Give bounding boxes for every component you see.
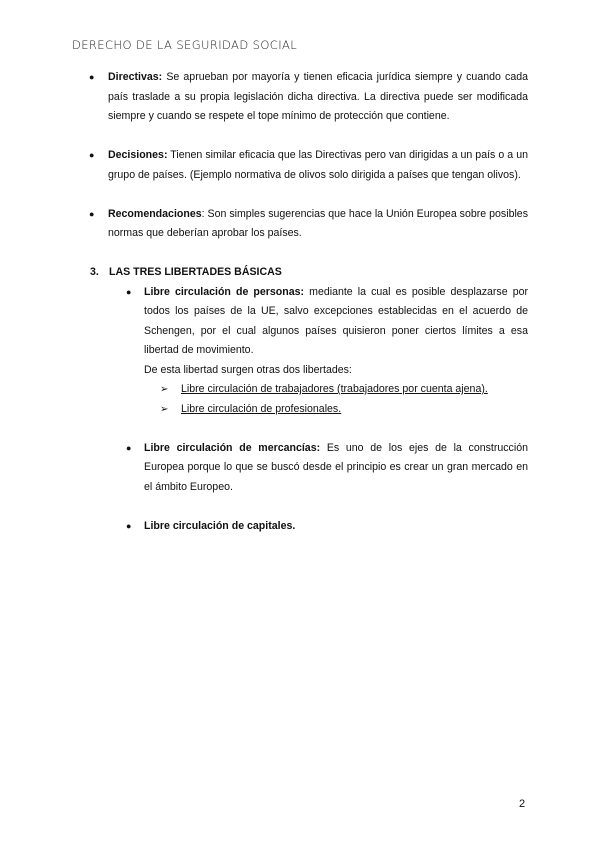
bullet-icon: ● bbox=[89, 150, 95, 160]
list-item-recomendaciones bbox=[72, 205, 528, 244]
bullet-icon: ● bbox=[126, 442, 132, 453]
arrow-right-icon: ➢ bbox=[160, 384, 169, 395]
list-item-personas bbox=[124, 283, 528, 361]
libertades-list bbox=[72, 283, 528, 537]
term-label: Libre circulación de mercancías: bbox=[144, 441, 321, 454]
term-label: Directivas: bbox=[108, 71, 163, 83]
document-header: DERECHO DE LA SEGURIDAD SOCIAL bbox=[72, 38, 298, 52]
bullet-icon: ● bbox=[126, 286, 132, 297]
term-description: : Son simples sugerencias que hace la Unión Europea sobre posibles normas que deberían aprobar los países. bbox=[108, 207, 528, 239]
section-number: 3. bbox=[90, 266, 99, 278]
term-label: Libre circulación de personas: bbox=[144, 285, 305, 298]
list-item-decisiones bbox=[72, 146, 528, 185]
document-body bbox=[72, 68, 528, 536]
list-item-mercancias bbox=[124, 439, 528, 498]
arrow-right-icon: ➢ bbox=[160, 403, 169, 415]
list-item-directivas bbox=[72, 68, 528, 127]
page-number: 2 bbox=[519, 798, 526, 810]
term-label: Libre circulación de capitales. bbox=[144, 519, 296, 532]
bullet-icon: ● bbox=[126, 520, 132, 531]
link-text[interactable]: Libre circulación de profesionales. bbox=[181, 402, 342, 415]
term-description: Es uno de los ejes de la construcción Europea porque lo que se buscó desde el principio es crear un gran mercado en el ámbito Europeo. bbox=[144, 441, 528, 493]
term-description: Se aprueban por mayoría y tienen eficacia jurídica siempre y cuando cada país traslade a su propia legislación dicha directiva. La directiva puede ser modificada siempre y cuando se respete el tope mínimo de protección que contiene. bbox=[108, 71, 528, 122]
section-heading bbox=[72, 263, 528, 283]
bullet-icon: ● bbox=[89, 72, 95, 82]
term-label: Recomendaciones bbox=[108, 207, 202, 220]
link-item-trabajadores[interactable] bbox=[124, 380, 528, 400]
list-item-capitales bbox=[124, 517, 528, 537]
term-label: Decisiones: bbox=[108, 149, 168, 161]
term-description: Tienen similar eficacia que las Directivas pero van dirigidas a un país o a un grupo de países. (Ejemplo normativa de olivos solo dirigida a países que tengan olivos). bbox=[108, 149, 528, 181]
link-item-profesionales[interactable] bbox=[124, 400, 528, 420]
bullet-icon: ● bbox=[89, 208, 95, 219]
term-description: mediante la cual es posible desplazarse por todos los países de la UE, salvo excepciones establecidas en el acuerdo de Schengen, por el cual algunos países quisieron poner ciertos límites a esa libertad de movimiento. bbox=[144, 285, 528, 356]
section-title: LAS TRES LIBERTADES BÁSICAS bbox=[109, 266, 282, 278]
derived-intro: De esta libertad surgen otras dos libertades: bbox=[144, 363, 352, 376]
link-text[interactable]: Libre circulación de trabajadores (trabajadores por cuenta ajena). bbox=[181, 383, 488, 395]
